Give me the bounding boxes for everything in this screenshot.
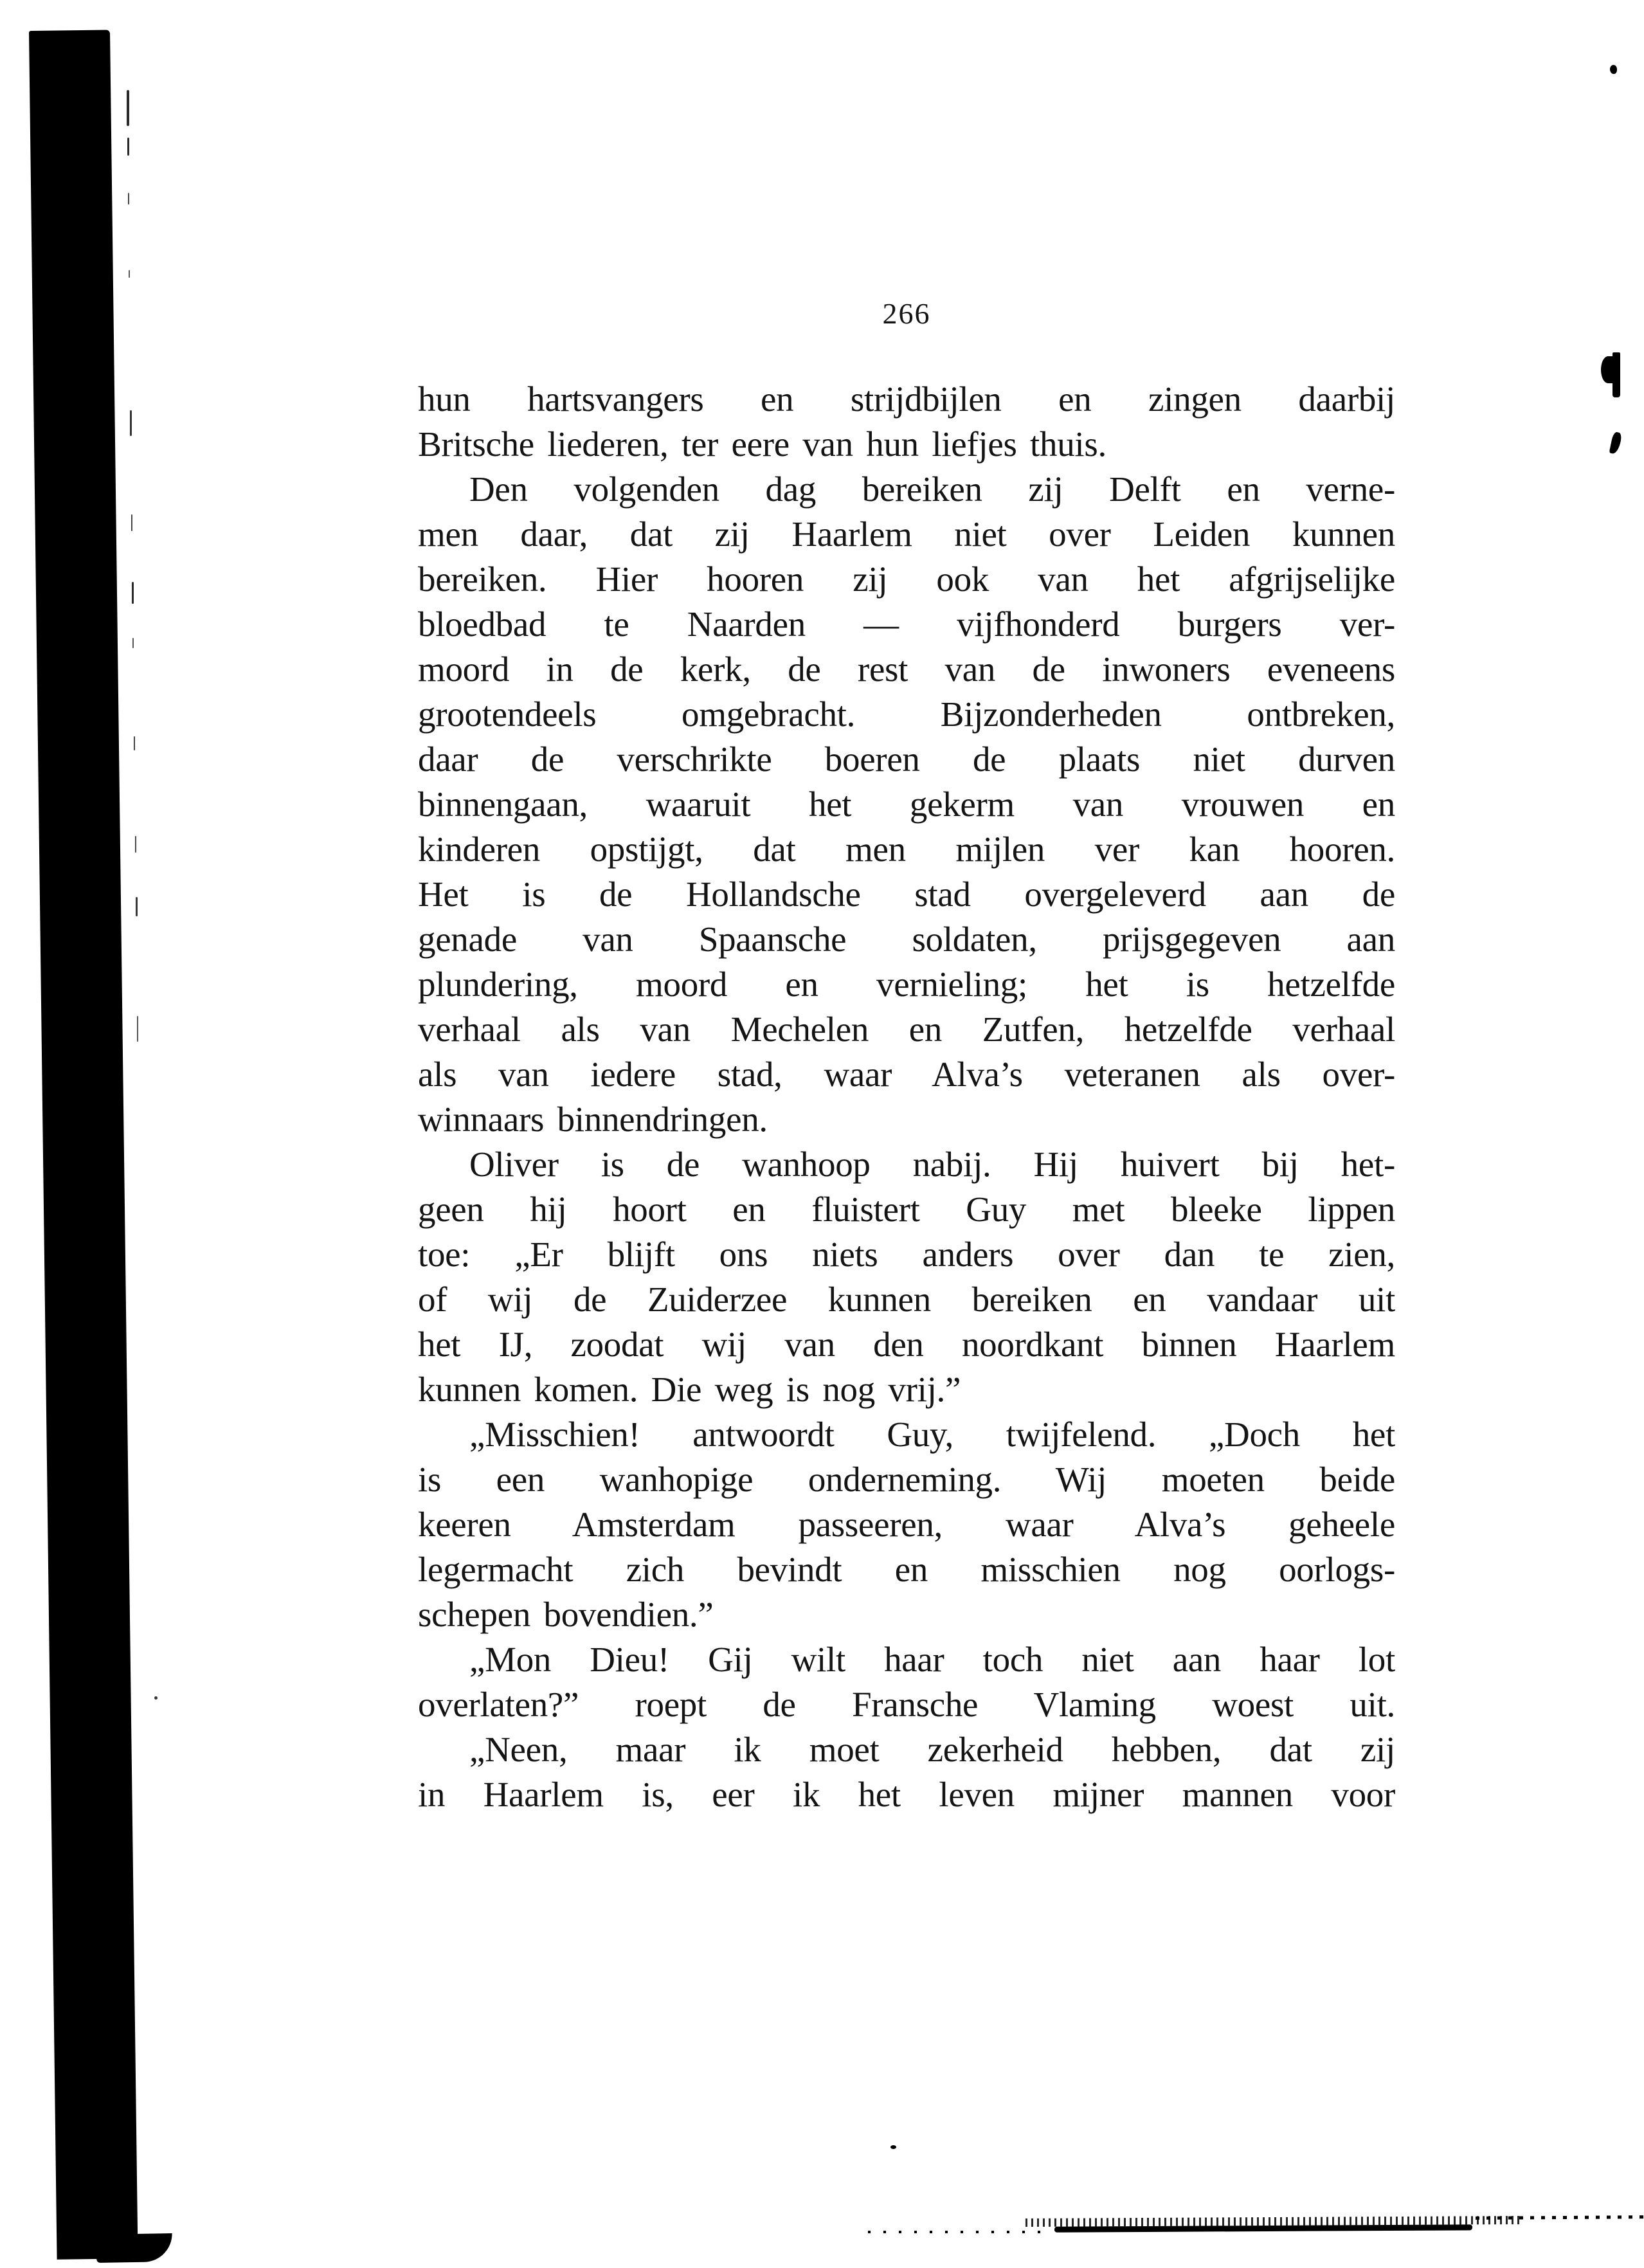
text-line: Oliver is de wanhoop nabij. Hij huivert bij het- — [469, 1145, 1395, 1184]
binding-bar-artifact — [29, 30, 138, 2259]
text-line: „Neen, maar ik moet zekerheid hebben, dat zij — [469, 1730, 1395, 1769]
text-line: toe: „Er blijft ons niets anders over dan te zien, — [418, 1235, 1395, 1274]
text-line: bereiken. Hier hooren zij ook van het afgrijselijke — [418, 559, 1395, 599]
text-line: geen hij hoort en fluistert Guy met bleeke lippen — [418, 1190, 1395, 1229]
text-line: verhaal als van Mechelen en Zutfen, hetzelfde verhaal — [418, 1010, 1395, 1049]
text-line: genade van Spaansche soldaten, prijsgegeven aan — [418, 920, 1395, 959]
page-number: 266 — [882, 297, 931, 330]
ink-dot-artifact — [1610, 65, 1617, 74]
text-line: Het is de Hollandsche stad overgeleverd aan de — [418, 875, 1395, 914]
text-line: bloedbad te Naarden — vijfhonderd burgers ver- — [418, 604, 1395, 644]
text-line: moord in de kerk, de rest van de inwoners eveneens — [418, 649, 1395, 689]
text-line: Den volgenden dag bereiken zij Delft en verne- — [469, 469, 1395, 509]
text-line: daar de verschrikte boeren de plaats niet durven — [418, 739, 1395, 779]
text-line: „Misschien! antwoordt Guy, twijfelend. „Doch het — [469, 1415, 1395, 1454]
text-line: het IJ, zoodat wij van den noordkant binnen Haarlem — [418, 1325, 1395, 1364]
ink-speck — [154, 1696, 158, 1700]
text-line: plundering, moord en vernieling; het is hetzelfde — [418, 965, 1395, 1004]
text-line: legermacht zich bevindt en misschien nog oorlogs- — [418, 1550, 1395, 1589]
text-line: als van iedere stad, waar Alva’s veteranen als over- — [418, 1055, 1395, 1094]
binding-bar-foot-artifact — [96, 2233, 173, 2263]
text-line: hun hartsvangers en strijdbijlen en zingen daarbij — [418, 379, 1395, 419]
text-line: of wij de Zuiderzee kunnen bereiken en vandaar uit — [418, 1280, 1395, 1319]
text-line: Britsche liederen, ter eere van hun liefjes thuis. — [418, 424, 1107, 464]
text-line: men daar, dat zij Haarlem niet over Leiden kunnen — [418, 514, 1395, 554]
text-line: kinderen opstijgt, dat men mijlen ver kan hooren. — [418, 830, 1395, 869]
text-line: keeren Amsterdam passeeren, waar Alva’s geheele — [418, 1505, 1395, 1544]
text-line: kunnen komen. Die weg is nog vrij.” — [418, 1370, 961, 1409]
text-line: overlaten?” roept de Fransche Vlaming woest uit. — [418, 1685, 1395, 1724]
text-line: in Haarlem is, eer ik het leven mijner mannen voor — [418, 1775, 1395, 1814]
ink-pilcrow-artifact — [1601, 352, 1621, 397]
ink-speck — [890, 2145, 896, 2149]
text-line: grootendeels omgebracht. Bijzonderheden ontbreken, — [418, 694, 1395, 734]
text-line: is een wanhopige onderneming. Wij moeten beide — [418, 1460, 1395, 1499]
text-line: schepen bovendien.” — [418, 1595, 714, 1634]
ink-comma-artifact — [1609, 431, 1623, 455]
text-line: binnengaan, waaruit het gekerm van vrouwen en — [418, 785, 1395, 824]
body-text — [418, 377, 1395, 1817]
scan-noise-line — [1476, 2215, 1644, 2220]
text-line: winnaars binnendringen. — [418, 1100, 768, 1139]
text-line: „Mon Dieu! Gij wilt haar toch niet aan haar lot — [469, 1640, 1395, 1679]
scan-noise-line — [868, 2231, 1051, 2233]
